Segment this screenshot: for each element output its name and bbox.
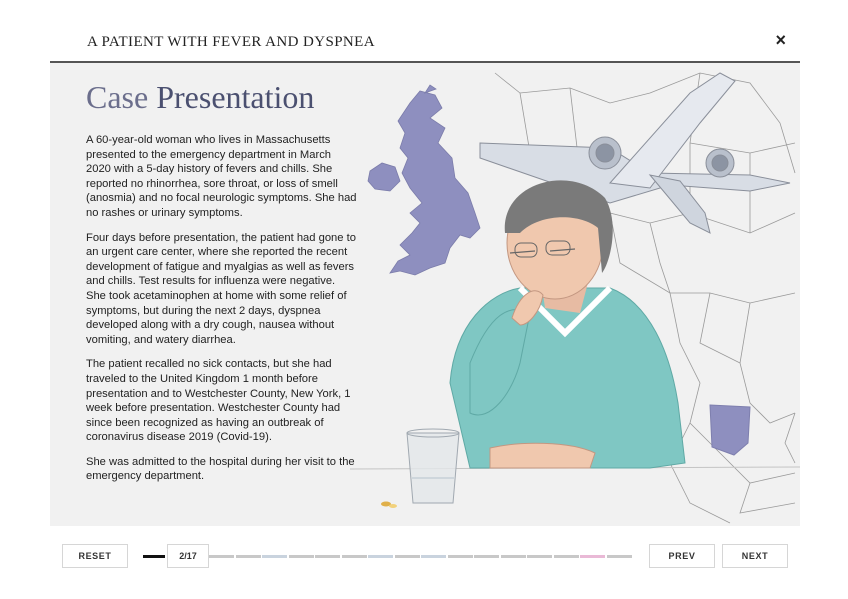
progress-segment[interactable]: [143, 555, 165, 558]
next-button[interactable]: NEXT: [722, 544, 788, 568]
progress-segment[interactable]: [554, 555, 579, 558]
case-text: [86, 133, 358, 494]
progress-segment[interactable]: [209, 555, 234, 558]
progress-segment[interactable]: [236, 555, 261, 558]
bottom-nav: [0, 540, 848, 580]
progress-segment[interactable]: [448, 555, 473, 558]
close-icon[interactable]: ×: [775, 30, 786, 50]
progress-segment[interactable]: [315, 555, 340, 558]
prev-button[interactable]: PREV: [649, 544, 715, 568]
uk-map-icon: [368, 85, 480, 275]
progress-segment[interactable]: [607, 555, 632, 558]
case-title-light: Case: [86, 79, 149, 115]
progress-segment[interactable]: [342, 555, 367, 558]
case-paragraph: She was admitted to the hospital during her visit to the emergency department.: [86, 455, 355, 483]
case-paragraph: A 60-year-old woman who lives in Massachusetts presented to the emergency department in March 2020 with a 5-day history of fevers and chills. She reported no rhinorrhea, sore throat, or loss of smell (anosmia) and no focal neurologic symptoms. She had no rashes or urinary symptoms.: [86, 134, 357, 219]
progress-segment[interactable]: [474, 555, 499, 558]
progress-segment[interactable]: [501, 555, 526, 558]
case-paragraph: Four days before presentation, the patient had gone to an urgent care center, where she reported the recent development of fatigue and myalgias as well as fevers and chills. Test results for influenza were negative. She took acetaminophen at home with some relief of symptoms, but during the next 2 days, dyspnea developed along with a dry cough, nausea without vomiting, and watery diarrhea.: [86, 231, 356, 346]
progress-segment[interactable]: [580, 555, 605, 558]
case-title: [86, 79, 314, 116]
progress-segment[interactable]: [289, 555, 314, 558]
progress-bar[interactable]: [143, 544, 633, 568]
reset-button[interactable]: RESET: [62, 544, 128, 568]
progress-segment[interactable]: [421, 555, 446, 558]
page-indicator: 2/17: [167, 544, 209, 568]
progress-segment[interactable]: [368, 555, 393, 558]
progress-segment[interactable]: [395, 555, 420, 558]
slide-stage: [50, 63, 800, 526]
progress-segment[interactable]: [527, 555, 552, 558]
case-title-bold: Presentation: [156, 79, 315, 115]
page-title: A PATIENT WITH FEVER AND DYSPNEA: [87, 34, 375, 50]
case-paragraph: The patient recalled no sick contacts, but she had traveled to the United Kingdom 1 month before presentation and to Westchester County, New York, 1 week before presentation. Westchester County had since been recognized as having an outbreak of coronavirus disease 2019 (Covid-19).: [86, 358, 351, 444]
pills-icon: [381, 502, 397, 509]
water-glass-icon: [407, 429, 459, 503]
westchester-county-highlight: [710, 405, 750, 455]
progress-segment[interactable]: [262, 555, 287, 558]
